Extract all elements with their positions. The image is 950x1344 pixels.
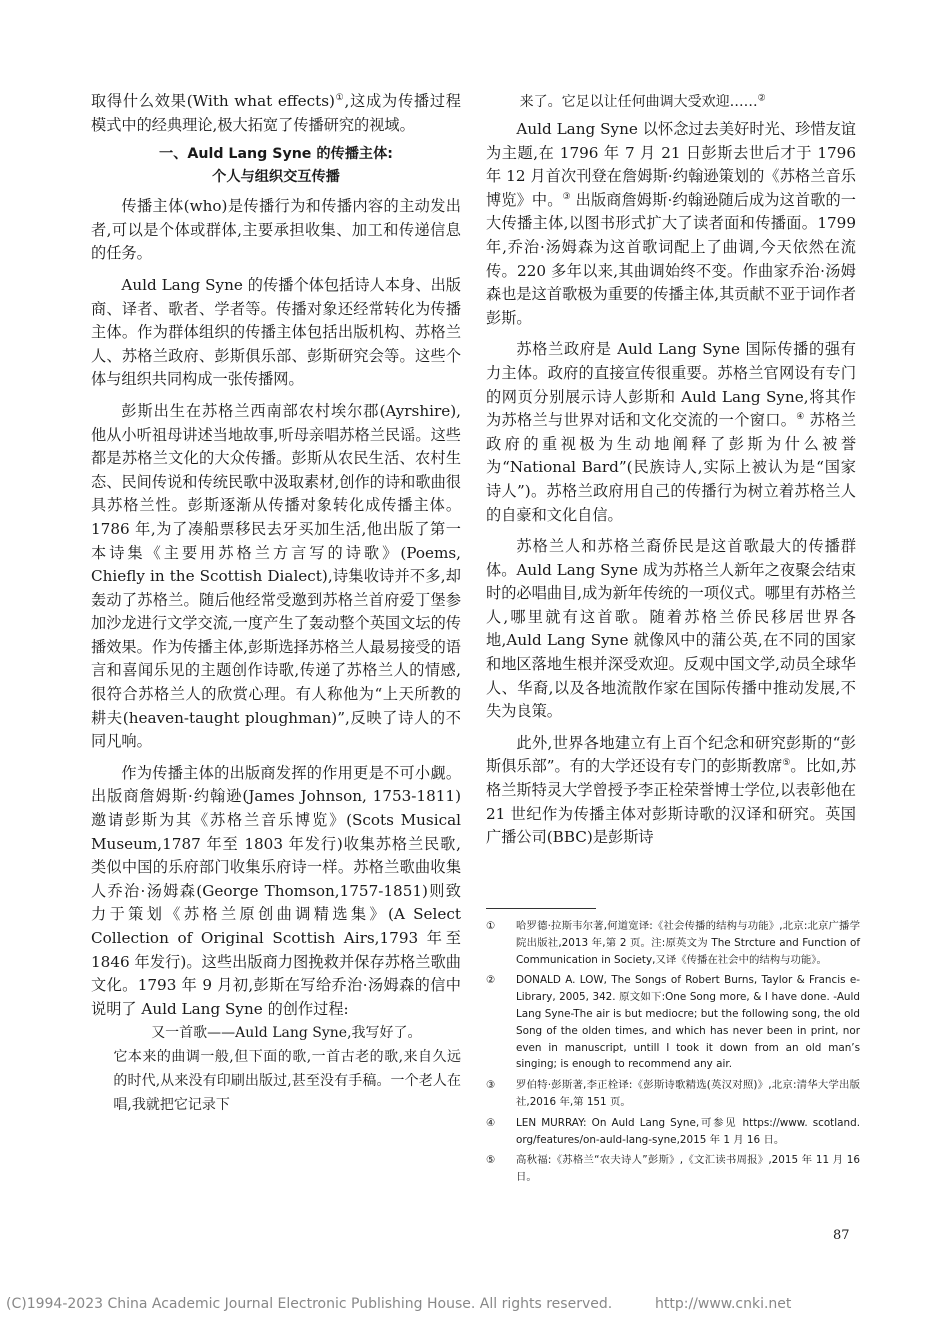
p5-text-a: Auld Lang Syne 以怀念过去美好时光、珍惜友谊为主题,在 1796 年 7 月 21 日彭斯去世后才于 1796 年 12 月首次刊登在詹姆斯·约翰逊策划的《苏格兰音乐博览》中。 [486,120,856,209]
footnote-text: 哈罗德·拉斯韦尔著,何道宽译:《社会传播的结构与功能》,北京:北京广播学院出版社,2013 年,第 2 页。注:原英文为 The Strcture and Function of Communication in Society,又译《传播在社会中的结构与功能》。 [516,920,860,966]
footnotes [486,918,860,1190]
intro-text-a: 取得什么效果(With what effects) [91,92,335,110]
left-column [91,90,461,1117]
cnki-url: http://www.cnki.net [655,1296,792,1312]
quote-tail-text: 来了。它足以让任何曲调大受欢迎…… [519,94,758,110]
footnote [486,972,860,1073]
p6-text-a: 苏格兰政府是 Auld Lang Syne 国际传播的强有力主体。政府的直接宣传很重要。苏格兰官网设有专门的网页分别展示诗人彭斯和 Auld Lang Syne,将其作为苏格兰与世界对话和文化交流的一个窗口。 [486,340,856,430]
footnote-number: ② [486,974,496,987]
footnote-text: 罗伯特·彭斯著,李正栓译:《彭斯诗歌精选(英汉对照)》,北京:清华大学出版社,2016 年,第 151 页。 [516,1079,860,1108]
footnote-number: ④ [486,1116,496,1129]
block-quote-first-line: 又一首歌——Auld Lang Syne,我写好了。 [151,1025,422,1042]
footnote-ref-3: ③ [562,191,571,202]
body-paragraph: Auld Lang Syne 的传播个体包括诗人本身、出版商、译者、歌者、学者等。传播对象还经常转化为传播主体。作为群体组织的传播主体包括出版机构、苏格兰人、苏格兰政府、彭斯俱乐部、彭斯研究会等。这些个体与组织共同构成一张传播网。 [91,275,461,389]
section-heading-line2: 个人与组织交互传播 [212,169,340,186]
block-quote-tail [486,90,856,114]
body-paragraph [486,118,856,330]
footnote-number: ⑤ [486,1154,496,1167]
footnote-ref-2: ② [757,93,766,104]
body-paragraph: 彭斯出生在苏格兰西南部农村埃尔郡(Ayrshire),他从小听祖母讲述当地故事,听母亲唱苏格兰民谣。这些都是苏格兰文化的大众传播。彭斯从农民生活、农村生态、民间传说和传统民歌中汲取素材,创作的诗和歌曲很具苏格兰性。彭斯逐渐从传播对象转化成传播主体。1786 年,为了凑船票移民去牙买加生活,他出版了第一本诗集《主要用苏格兰方言写的诗歌》(Poems, Chiefly in the Scottish Dialect),诗集收诗并不多,却轰动了苏格兰。随后他经常受邀到苏格兰首府爱丁堡参加沙龙进行文学交流,一度产生了轰动整个英国文坛的传播效果。作为传播主体,彭斯选择苏格兰人最易接受的语言和喜闻乐见的主题创作诗歌,传递了苏格兰人的情感,很符合苏格兰人的欣赏心理。有人称他为“上天所教的耕夫(heaven-taught ploughman)”,反映了诗人的不同凡响。 [91,401,461,751]
p5-text-b: 出版商詹姆斯·约翰逊随后成为这首歌的一大传播主体,以图书形式扩大了读者面和传播面。1799 年,乔治·汤姆森为这首歌词配上了曲调,今天依然在流传。220 多年以来,其曲调始终不变。作曲家乔治·汤姆森也是这首歌极为重要的传播主体,其贡献不亚于词作者彭斯。 [486,190,856,327]
footnote-text: 高秋福:《苏格兰“农夫诗人”彭斯》,《文汇读书周报》,2015 年 11 月 16 日。 [516,1154,860,1184]
footnote [486,918,860,968]
p6-text-b: 苏格兰政府的重视极为生动地阐释了彭斯为什么被誉为“National Bard”(民族诗人,实际上被认为是“国家诗人”)。苏格兰政府用自己的传播行为树立着苏格兰人的自豪和文化自信。 [486,411,857,524]
footnote [486,1115,860,1149]
footnote [486,1077,860,1111]
footnote-text: DONALD A. LOW, The Songs of Robert Burns, Taylor & Francis e-Library, 2005, 342. 原文如下:One Song more, & I have done. -Auld Lang Syne-The air is but mediocre; but the following song, the old Song of the olden times, and which has never been in print, nor even in manuscript, untill I took it down from an old man’s singing; is enough to recommend any air. [516,974,860,1071]
footnote-text: LEN MURRAY: On Auld Lang Syne,可参见 https://www. scotland. org/features/on-auld-lang-syne,2015 年 1 月 16 日。 [516,1116,860,1146]
intro-paragraph [91,90,461,137]
section-heading-line1: 一、Auld Lang Syne 的传播主体: [159,146,393,163]
block-quote: 它本来的曲调一般,但下面的歌,一首古老的歌,来自久远的时代,从来没有印刷出版过,甚至没有手稿。一个老人在唱,我就把它记录下 [113,1049,461,1114]
page-number: 87 [833,1228,850,1243]
footnote-number: ① [486,920,496,932]
intro-text-b: ,这成为传播过程模式中的经典理论,极大拓宽了传播研究的视域。 [91,92,461,134]
section-heading [91,143,461,189]
copyright-text: (C)1994-2023 China Academic Journal Electronic Publishing House. All rights reserved. [6,1296,613,1312]
footnote-divider [486,908,596,909]
footnote-number: ③ [486,1079,496,1092]
body-paragraph: 作为传播主体的出版商发挥的作用更是不可小觑。出版商詹姆斯·约翰逊(James Johnson, 1753-1811)邀请彭斯为其《苏格兰音乐博览》(Scots Musical Museum,1787 年至 1803 年发行)收集苏格兰民歌,类似中国的乐府部门收集乐府诗一样。苏格兰歌曲收集人乔治·汤姆森(George Thomson,1757-1851)则致力于策划《苏格兰原创曲调精选集》(A Select Collection of Original Scottish Airs,1793 年至 1846 年发行)。这些出版商力图挽救并保存苏格兰歌曲文化。1793 年 9 月初,彭斯在写给乔治·汤姆森的信中说明了 Auld Lang Syne 的创作过程: [91,763,461,1018]
footnote-ref-4: ④ [796,412,805,423]
body-paragraph: 苏格兰人和苏格兰裔侨民是这首歌最大的传播群体。Auld Lang Syne 成为苏格兰人新年之夜聚会结束时的必唱曲目,成为新年传统的一项仪式。哪里有苏格兰人,哪里就有这首歌。随着苏格兰侨民移居世界各地,Auld Lang Syne 就像风中的蒲公英,在不同的国家和地区落地生根并深受欢迎。反观中国文学,动员全球华人、华裔,以及各地流散作家在国际传播中推动发展,不失为良策。 [486,537,856,721]
p8-text-b: 。比如,苏格兰斯特灵大学曾授予李正栓荣誉博士学位,以表彰他在 21 世纪作为传播主体对彭斯诗歌的汉译和研究。英国广播公司(BBC)是彭斯诗 [486,757,857,847]
footnote-ref-1: ① [334,92,345,103]
body-paragraph [486,732,856,850]
body-paragraph [486,338,856,527]
footnote-ref-5: ⑤ [782,758,791,769]
right-column [486,90,856,850]
footnote [486,1152,860,1186]
body-paragraph: 传播主体(who)是传播行为和传播内容的主动发出者,可以是个体或群体,主要承担收集、加工和传递信息的任务。 [91,197,461,263]
p8-text-a: 此外,世界各地建立有上百个纪念和研究彭斯的“彭斯俱乐部”。有的大学还设有专门的彭斯教席 [486,733,856,776]
